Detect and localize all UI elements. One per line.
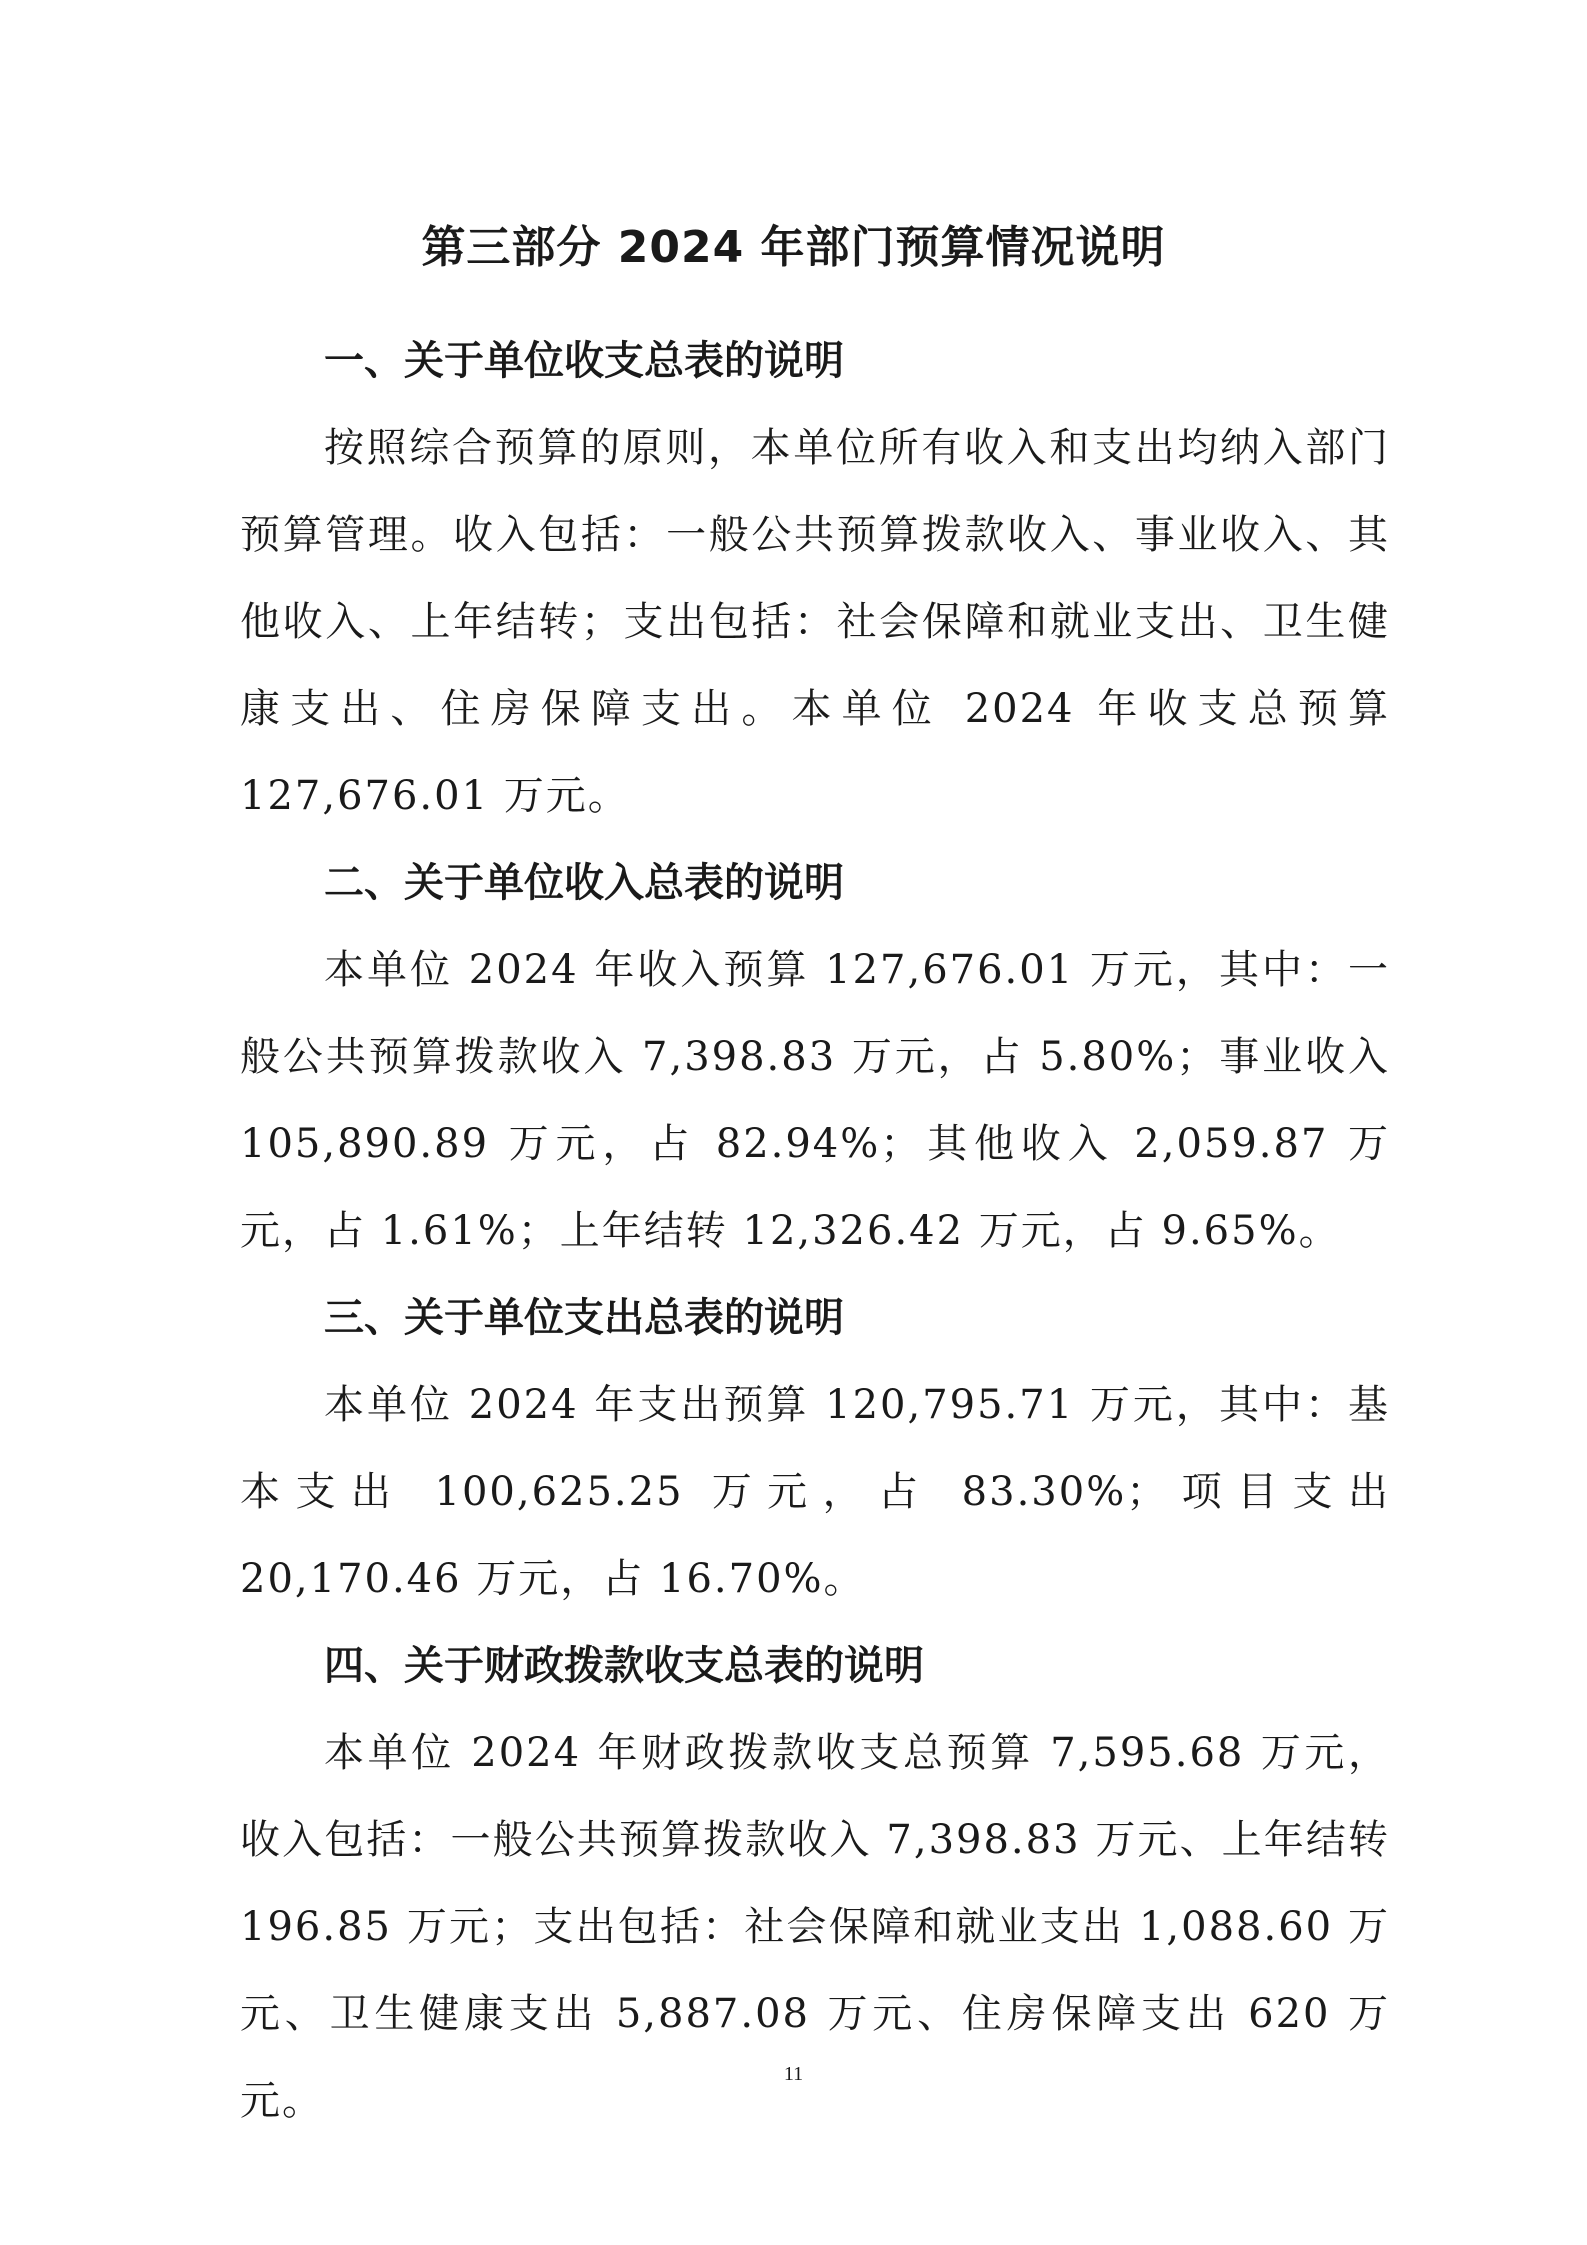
section-income-expenditure-summary [240, 318, 1390, 840]
section-paragraph: 本单位 2024 年收入预算 127,676.01 万元，其中：一般公共预算拨款收入 7,398.83 万元，占 5.80%；事业收入 105,890.89 万元，占 82.94%；其他收入 2,059.87 万元，占 1.61%；上年结转 12,326.42 万元，占 9.65%。 [240, 947, 1390, 1254]
document-body [240, 318, 1390, 2145]
page-title: 第三部分 2024 年部门预算情况说明 [421, 222, 1166, 273]
section-heading: 二、关于单位收入总表的说明 [324, 860, 844, 906]
section-income-summary [240, 840, 1390, 1275]
section-heading: 一、关于单位收支总表的说明 [324, 338, 844, 384]
section-paragraph: 本单位 2024 年财政拨款收支总预算 7,595.68 万元，收入包括：一般公共预算拨款收入 7,398.83 万元、上年结转 196.85 万元；支出包括：社会保障和就业支出 1,088.60 万元、卫生健康支出 5,887.08 万元、住房保障支出 620 万元。 [240, 1730, 1390, 2124]
section-expenditure-summary [240, 1275, 1390, 1623]
section-heading: 三、关于单位支出总表的说明 [324, 1295, 844, 1341]
section-paragraph: 本单位 2024 年支出预算 120,795.71 万元，其中：基本支出 100,625.25 万元，占 83.30%；项目支出 20,170.46 万元，占 16.70%。 [240, 1382, 1390, 1602]
page-number: 11 [783, 2063, 804, 2085]
section-heading: 四、关于财政拨款收支总表的说明 [324, 1643, 924, 1689]
section-paragraph: 按照综合预算的原则，本单位所有收入和支出均纳入部门预算管理。收入包括：一般公共预算拨款收入、事业收入、其他收入、上年结转；支出包括：社会保障和就业支出、卫生健康支出、住房保障支出。本单位 2024 年收支总预算 127,676.01 万元。 [240, 425, 1390, 819]
